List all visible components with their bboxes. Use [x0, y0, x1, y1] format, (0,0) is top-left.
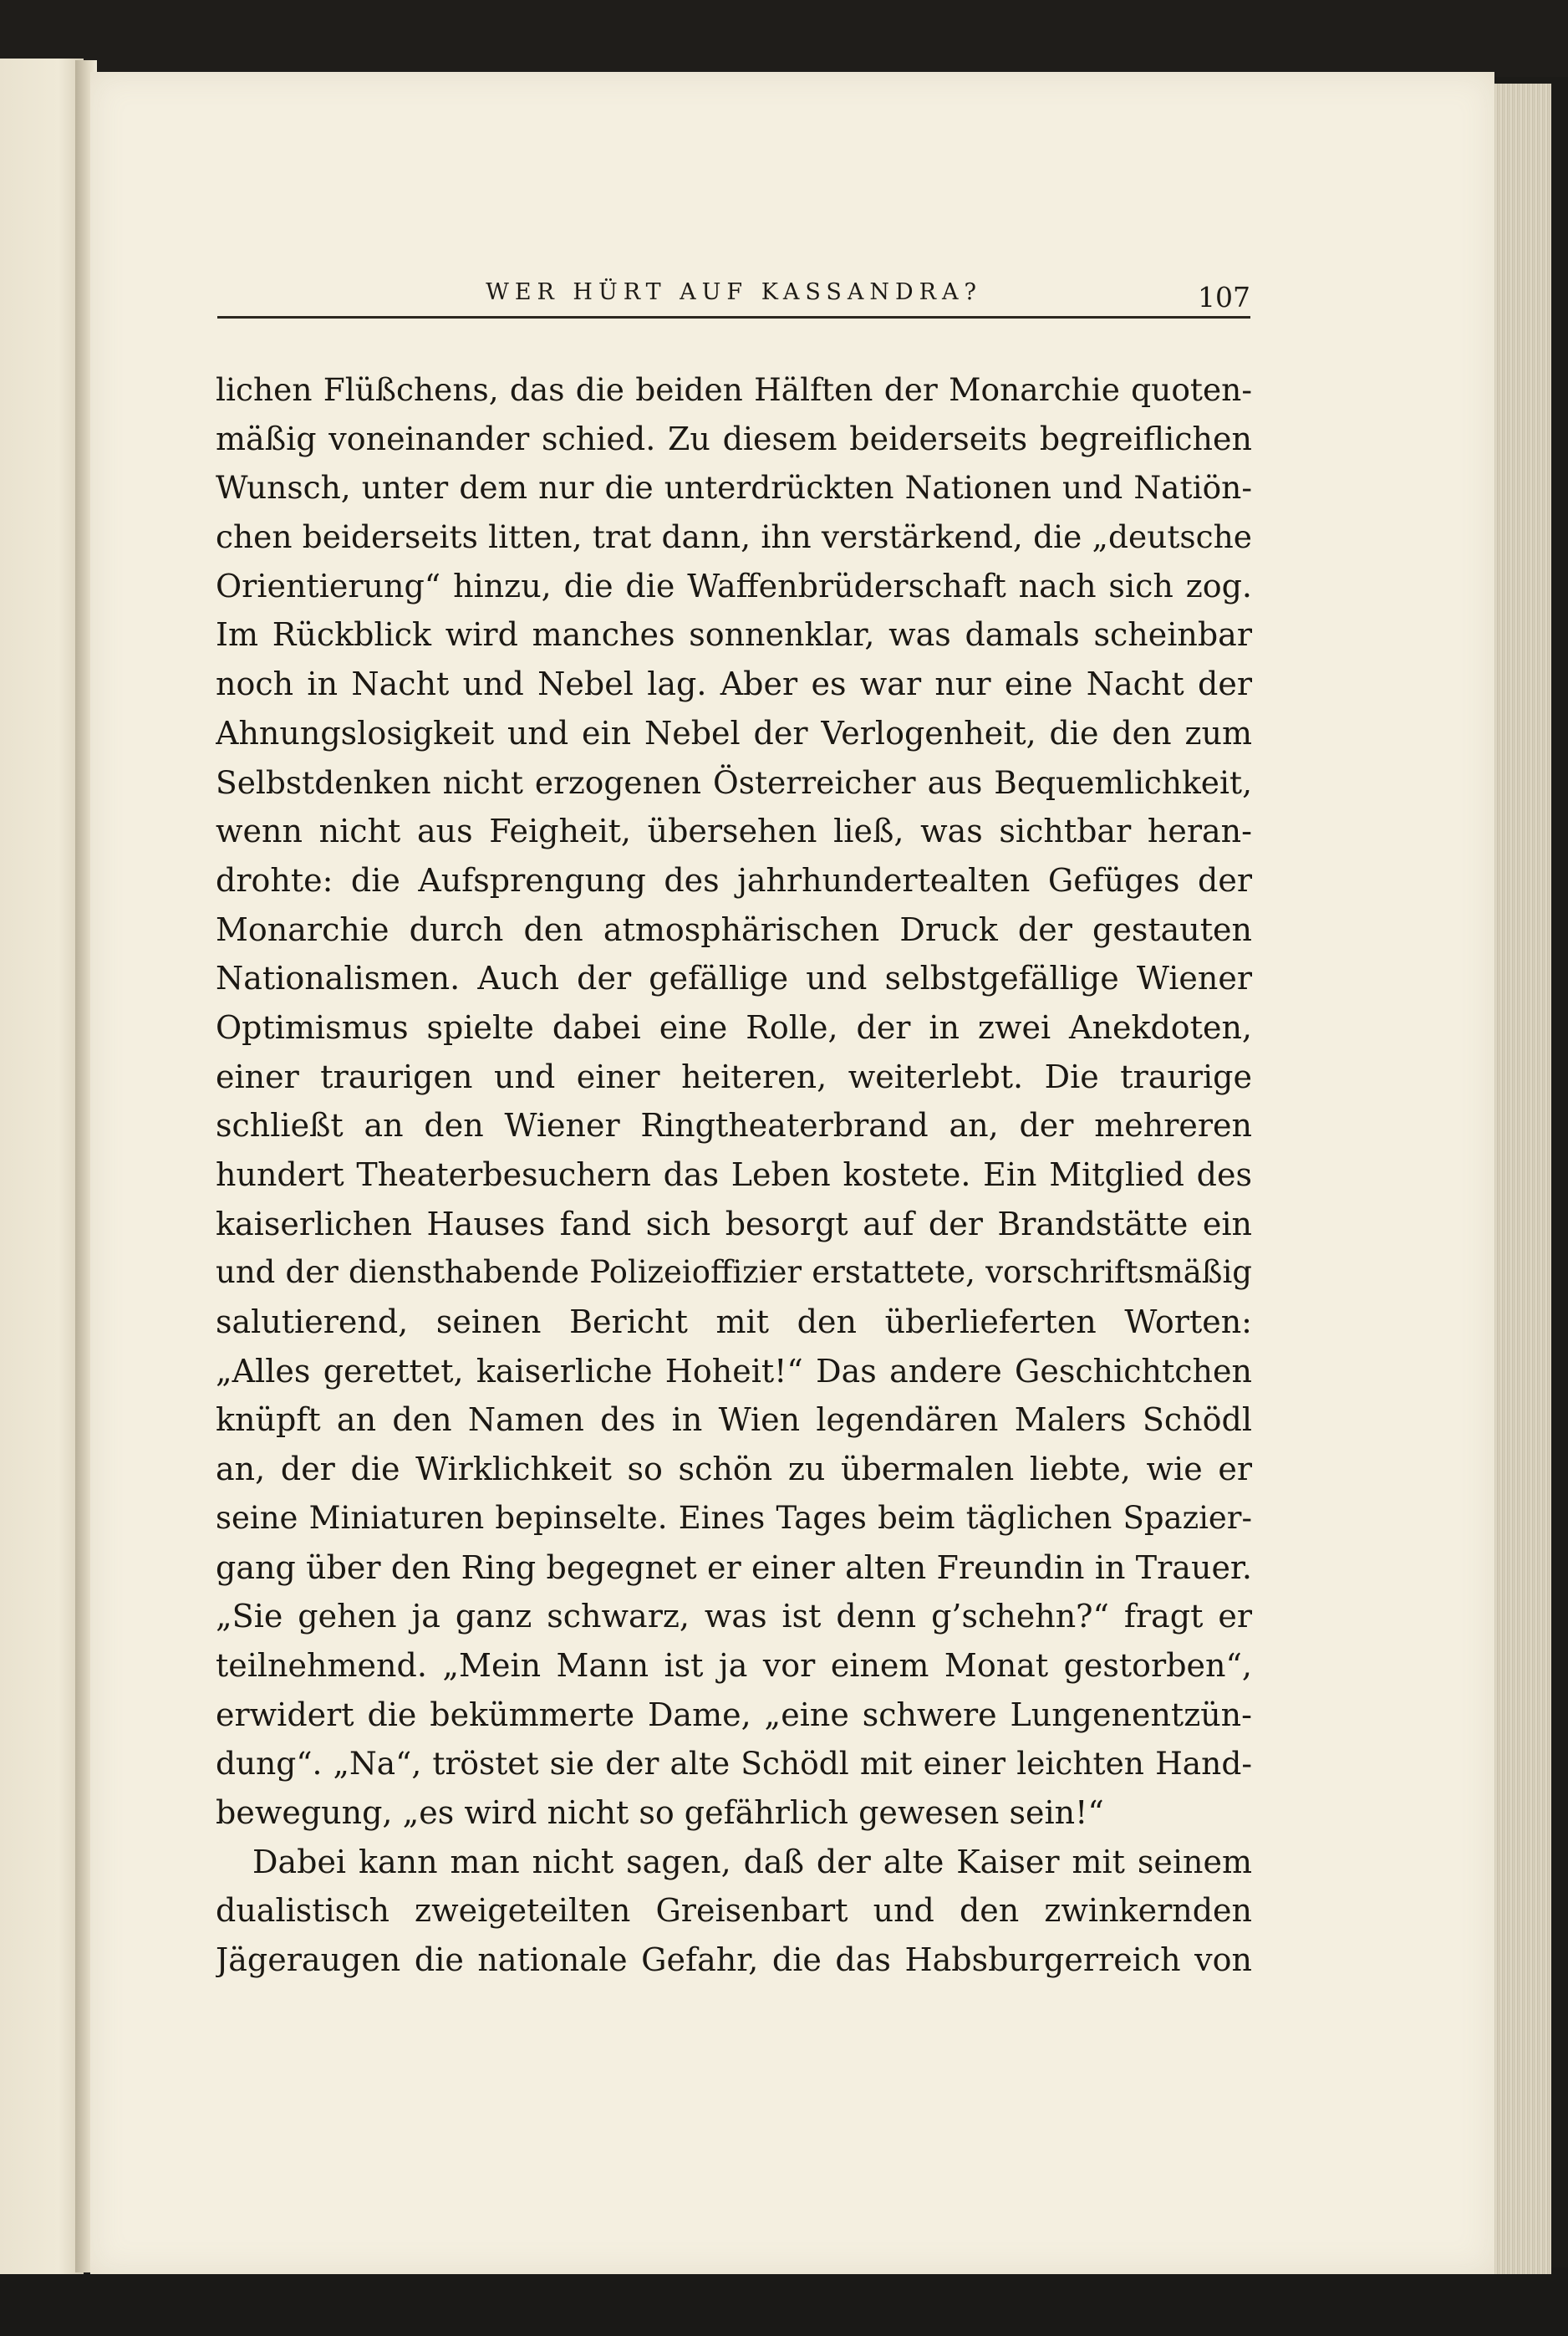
- text-line: Im Rückblick wird manches sonnenklar, was damals scheinbar: [216, 616, 1252, 654]
- text-line: einer traurigen und einer heiteren, weiterlebt. Die traurige: [216, 1058, 1252, 1095]
- text-line: seine Miniaturen bepinselte. Eines Tages beim täglichen Spazier-: [216, 1499, 1252, 1536]
- text-line: dualistisch zweigeteilten Greisenbart und den zwinkernden: [216, 1892, 1252, 1930]
- text-line: wenn nicht aus Feigheit, übersehen ließ, was sichtbar heran-: [216, 813, 1252, 850]
- text-line: schließt an den Wiener Ringtheaterbrand an, der mehreren: [216, 1107, 1252, 1145]
- text-line: knüpft an den Namen des in Wien legendären Malers Schödl: [216, 1401, 1252, 1439]
- text-line: Selbstdenken nicht erzogenen Österreicher aus Bequemlichkeit,: [216, 763, 1252, 801]
- body-text: [216, 365, 1252, 1985]
- text-line: Jägeraugen die nationale Gefahr, die das Habsburgerreich von: [216, 1941, 1252, 1978]
- text-line: „Alles gerettet, kaiserliche Hoheit!“ Das andere Geschichtchen: [216, 1352, 1252, 1390]
- running-head: [217, 276, 1250, 319]
- text-line: kaiserlichen Hauses fand sich besorgt auf der Brandstätte ein: [216, 1205, 1252, 1242]
- text-line: Nationalismen. Auch der gefällige und selbstgefällige Wiener: [216, 960, 1252, 997]
- page-number: 107: [1198, 281, 1250, 314]
- text-line: hundert Theaterbesuchern das Leben kostete. Ein Mitglied des: [216, 1156, 1252, 1193]
- text-line: erwidert die bekümmerte Dame, „eine schwere Lungenentzün-: [216, 1696, 1252, 1733]
- text-line: mäßig voneinander schied. Zu diesem beiderseits begreiflichen: [216, 420, 1252, 457]
- text-line-paragraph-end: bewegung, „es wird nicht so gefährlich gewesen sein!“: [216, 1793, 1104, 1831]
- text-line: noch in Nacht und Nebel lag. Aber es war nur eine Nacht der: [216, 666, 1252, 703]
- text-line: teilnehmend. „Mein Mann ist ja vor einem Monat gestorben“,: [216, 1646, 1252, 1684]
- text-line-paragraph-start: Dabei kann man nicht sagen, daß der alte Kaiser mit seinem: [252, 1843, 1252, 1880]
- text-line: Ahnungslosigkeit und ein Nebel der Verlogenheit, die den zum: [216, 714, 1252, 752]
- text-line: salutierend, seinen Bericht mit den überlieferten Worten:: [216, 1303, 1252, 1341]
- running-head-title: WER HÜRT AUF KASSANDRA?: [486, 279, 982, 305]
- text-line: Wunsch, unter dem nur die unterdrückten Nationen und Natiön-: [216, 469, 1252, 507]
- text-line: Orientierung“ hinzu, die die Waffenbrüderschaft nach sich zog.: [216, 567, 1252, 604]
- text-line: chen beiderseits litten, trat dann, ihn verstärkend, die „deutsche: [216, 518, 1252, 556]
- scan-background-top: [0, 0, 1568, 77]
- text-line: an, der die Wirklichkeit so schön zu übermalen liebte, wie er: [216, 1451, 1252, 1488]
- text-line: und der diensthabende Polizeioffizier erstattete, vorschriftsmäßig: [216, 1254, 1252, 1291]
- text-line: Monarchie durch den atmosphärischen Druck der gestauten: [216, 910, 1252, 948]
- text-line: „Sie gehen ja ganz schwarz, was ist denn g’schehn?“ fragt er: [216, 1598, 1252, 1635]
- scan-background-bottom: [0, 2267, 1568, 2336]
- page-stack-edge: [1488, 84, 1551, 2274]
- facing-page-edge: [0, 59, 84, 2274]
- text-line: dung“. „Na“, tröstet sie der alte Schödl mit einer leichten Hand-: [216, 1745, 1252, 1783]
- text-line: Optimismus spielte dabei eine Rolle, der in zwei Anekdoten,: [216, 1008, 1252, 1046]
- text-line: gang über den Ring begegnet er einer alten Freundin in Trauer.: [216, 1548, 1252, 1586]
- header-rule: [217, 316, 1250, 319]
- text-line: lichen Flüßchens, das die beiden Hälften der Monarchie quoten-: [216, 371, 1252, 408]
- text-line: drohte: die Aufsprengung des jahrhundertealten Gefüges der: [216, 861, 1252, 899]
